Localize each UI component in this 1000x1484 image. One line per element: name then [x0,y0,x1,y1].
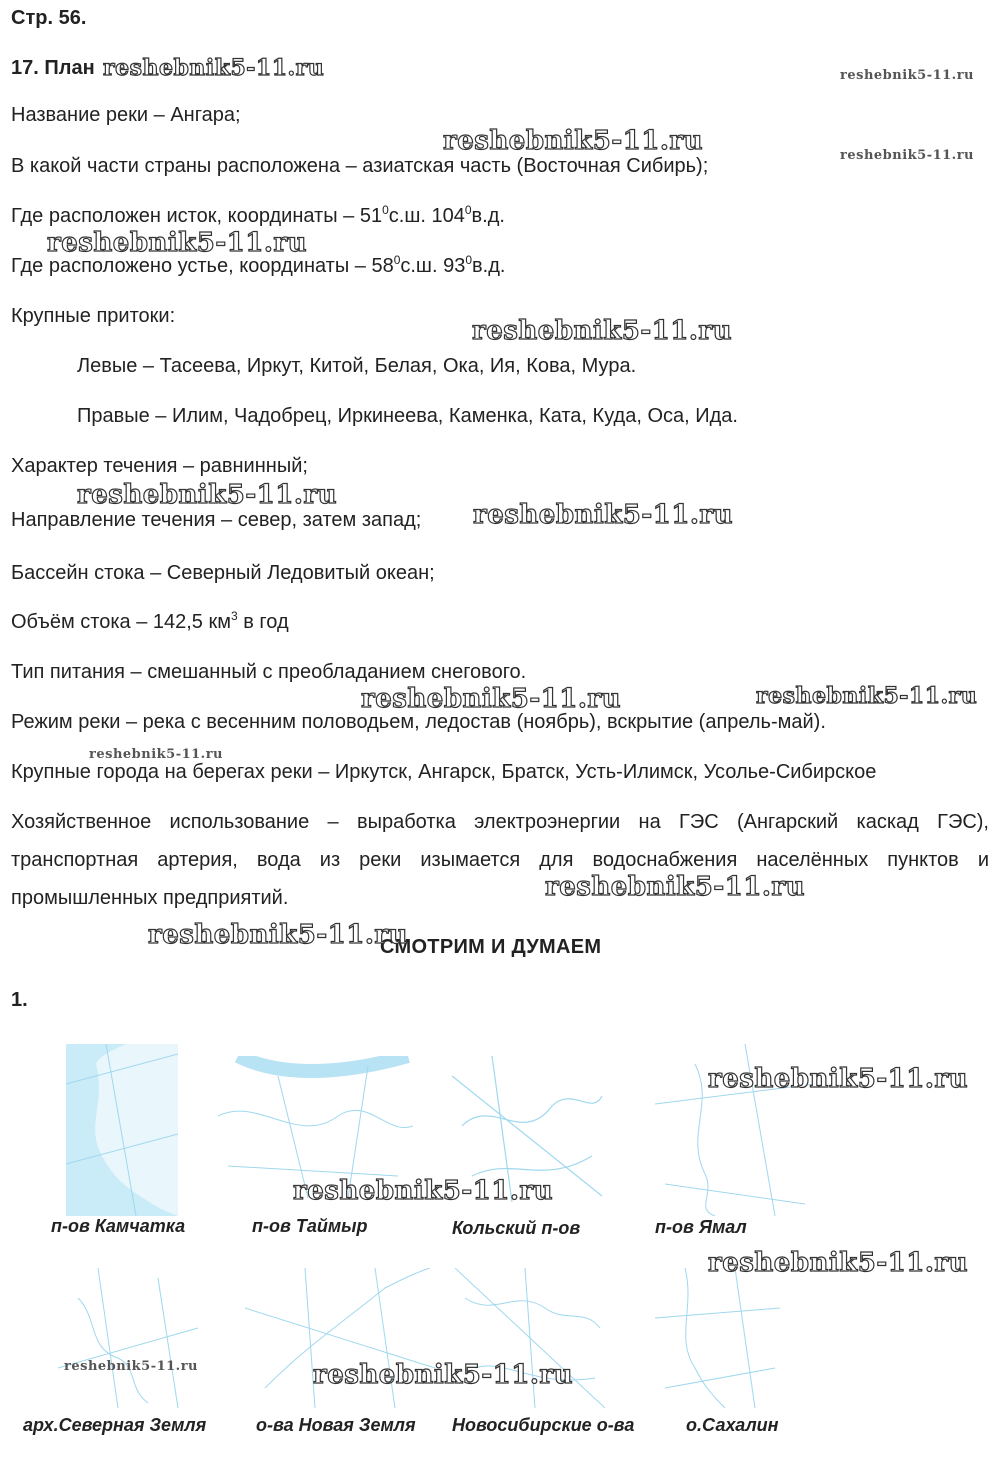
watermark: reshebnik5-11.ru [473,500,734,530]
economy-line-1: Хозяйственное использование – выработка электроэнергии на ГЭС (Ангарский каскад ГЭС), [11,811,989,833]
watermark: reshebnik5-11.ru [840,148,975,163]
basin-line: Бассейн стока – Северный Ледовитый океан; [11,562,435,584]
severnaya-zemlya-map-icon [58,1268,198,1408]
watermark: reshebnik5-11.ru [840,68,975,83]
left-tributaries: Левые – Тасеева, Иркут, Китой, Белая, Ока, Ия, Кова, Мура. [77,355,637,377]
section-heading: СМОТРИМ И ДУМАЕМ [380,936,602,958]
watermark: reshebnik5-11.ru [47,228,308,258]
caption-kola: Кольский п-ов [452,1218,581,1238]
location-line: В какой части страны расположена – азиатская часть (Восточная Сибирь); [11,155,709,177]
watermark: reshebnik5-11.ru [89,747,224,762]
caption-novaya-zemlya: о-ва Новая Земля [256,1415,416,1435]
economy-line-3: промышленных предприятий. [11,887,289,909]
watermark: reshebnik5-11.ru [313,1360,574,1390]
watermark: reshebnik5-11.ru [472,316,733,346]
watermark: reshebnik5-11.ru [77,480,338,510]
regime-line: Режим реки – река с весенним половодьем, ледостав (ноябрь), вскрытие (апрель-май). [11,711,826,733]
caption-taimyr: п-ов Таймыр [252,1216,368,1236]
economy-line-2: транспортная артерия, вода из реки изымается для водоснабжения населённых пунктов и [11,849,989,871]
caption-yamal: п-ов Ямал [655,1217,747,1237]
watermark: reshebnik5-11.ru [443,126,704,156]
watermark: reshebnik5-11.ru [545,872,806,902]
river-name-line: Название реки – Ангара; [11,104,241,126]
mouth-line: Где расположено устье, координаты – $58^0с.ш$. $93^0в.д$. [11,253,506,277]
watermark: reshebnik5-11.ru [148,920,409,950]
volume-line: Объём стока – 142,5 $км^3$ в год [11,609,289,633]
caption-sakhalin: о.Сахалин [686,1415,779,1435]
page-label: Стр. 56. [11,7,87,29]
flow-character-line: Характер течения – равнинный; [11,455,308,477]
watermark: reshebnik5-11.ru [103,55,325,81]
watermark: reshebnik5-11.ru [64,1359,199,1374]
flow-direction-line: Направление течения – север, затем запад; [11,509,422,531]
task-title: 17. План [11,57,95,79]
sakhalin-map-icon [655,1268,780,1408]
caption-novosibirsk: Новосибирские о-ва [452,1415,635,1435]
caption-kamchatka: п-ов Камчатка [51,1216,186,1236]
watermark: reshebnik5-11.ru [361,684,622,714]
watermark: reshebnik5-11.ru [293,1176,554,1206]
question-number: 1. [11,989,28,1011]
cities-line: Крупные города на берегах реки – Иркутск, Ангарск, Братск, Усть-Илимск, Усолье-Сибирское [11,761,877,783]
watermark: reshebnik5-11.ru [708,1064,969,1094]
tributaries-heading: Крупные притоки: [11,305,176,327]
watermark: reshebnik5-11.ru [756,683,978,709]
economy-paragraph [11,803,989,917]
kamchatka-map-icon [66,1044,178,1216]
feeding-line: Тип питания – смешанный с преобладанием снегового. [11,661,527,683]
watermark: reshebnik5-11.ru [708,1248,969,1278]
right-tributaries: Правые – Илим, Чадобрец, Иркинеева, Каменка, Ката, Куда, Оса, Ида. [77,405,738,427]
caption-severnaya-zemlya: арх.Северная Земля [23,1415,207,1435]
source-line: Где расположен исток, координаты – $51^0с.ш$. $104^0в.д$. [11,203,505,227]
